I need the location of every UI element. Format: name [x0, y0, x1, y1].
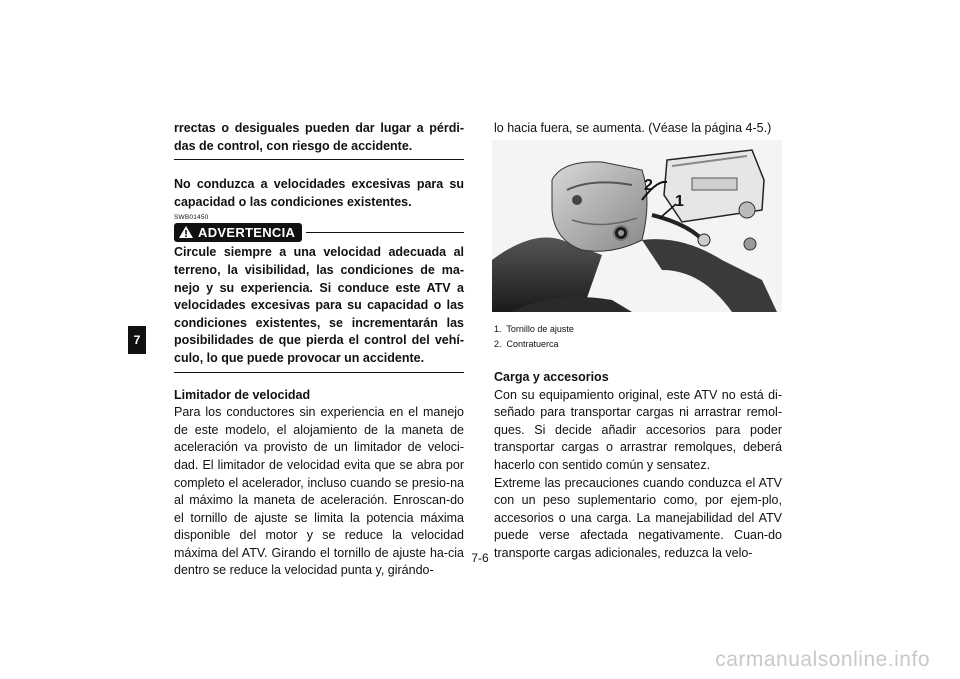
- left-column: [174, 120, 464, 580]
- warning-body: Circule siempre a una velocidad adecuada al terreno, la visibilidad, las condiciones de ma-nejo y su experiencia. Si conduce este ATV a velocidades excesivas para su capacidad o las condiciones existentes, se incrementarán las posibilidades de que pierda el control del vehí-culo, lo que puede provocar un accidente.: [174, 245, 464, 365]
- speed-limiter-heading: Limitador de velocidad: [174, 387, 311, 402]
- throttle-housing-photo: [492, 140, 782, 312]
- warning-header: [174, 222, 464, 242]
- figure-label-2: 2: [644, 177, 653, 194]
- speed-limiter-body: Para los conductores sin experiencia en el manejo de este modelo, el alojamiento de la maneta de aceleración va provisto de un limitador de veloci-dad. El limitador de velocidad evita que se abra por completo el acelerador, incluso cuando se presio-na al máximo la maneta de aceleración. Enroscan-do el tornillo de ajuste se limita la potencia máxima disponible del motor y se reduce la velocidad máxima del ATV. Girando el tornillo de ajuste ha-cia dentro se reduce la velocidad punta y, girándo-: [174, 405, 464, 578]
- warning-header-line: [306, 232, 464, 233]
- figure-label-1: 1: [675, 193, 684, 210]
- figure-captions: [494, 322, 782, 352]
- warning-rule-bottom: [174, 372, 464, 373]
- throttle-housing-illustration: [492, 140, 782, 312]
- loading-section: [494, 369, 782, 563]
- warning-label: ADVERTENCIA: [198, 224, 296, 240]
- warning-badge: [174, 223, 302, 242]
- caption-item: 1. Tornillo de ajuste: [494, 324, 574, 334]
- caption-item: 2. Contratuerca: [494, 339, 559, 349]
- loading-heading: Carga y accesorios: [494, 370, 609, 384]
- warning-speed-statement: No conduzca a velocidades excesivas para su capacidad o las condiciones existentes.: [174, 177, 464, 209]
- page-number: 7-6: [471, 551, 489, 565]
- loading-paragraph: Extreme las precauciones cuando conduzca el ATV con un peso suplementario como, por ejem-plo, accesorios o una carga. La manejabilidad del ATV puede verse afectada negativamente. Cuan-do transporte cargas adicionales, reduzca la velo-: [494, 475, 782, 560]
- speed-limiter-continuation: lo hacia fuera, se aumenta. (Véase la página 4-5.): [494, 121, 772, 135]
- loading-paragraph: Con su equipamiento original, este ATV no está di-señado para transportar cargas ni arrastrar remol-ques. Si decide añadir accesorios para poder transportar cargas o arrastrar remolques, deberá hacerlo con sentido común y sensatez.: [494, 387, 782, 472]
- warning-rule-top: [174, 159, 464, 160]
- right-column-intro: [494, 120, 782, 138]
- watermark: carmanualsonline.info: [715, 648, 930, 671]
- chapter-tab: [128, 326, 146, 354]
- warning-continuation: rrectas o desiguales pueden dar lugar a pérdi-das de control, con riesgo de accidente.: [174, 121, 464, 153]
- chapter-tab-number: 7: [133, 333, 141, 347]
- warning-triangle-icon: [178, 225, 194, 239]
- warning-code: SWB01450: [174, 214, 209, 222]
